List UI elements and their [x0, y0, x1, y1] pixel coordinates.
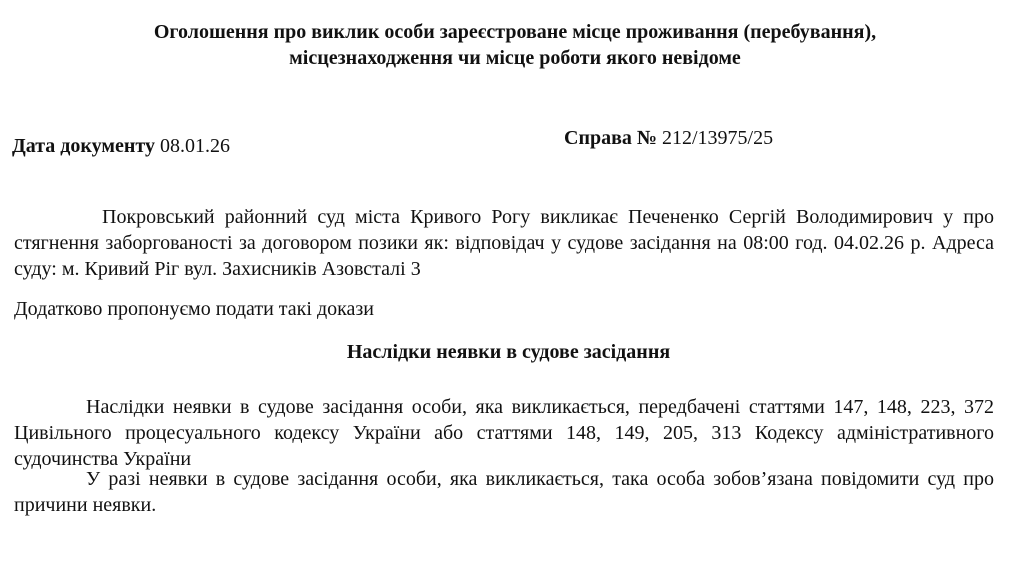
document-title-line-1: Оголошення про виклик особи зареєстроване місце проживання (перебування), [153, 21, 877, 43]
document-date [12, 134, 230, 158]
obligation-paragraph: У разі неявки в судове засідання особи, яка викликається, така особа зобов’язана повідомити суд про причини неявки. [14, 468, 994, 516]
case-number-value: 212/13975/25 [662, 127, 774, 149]
evidence-paragraph: Додатково пропонуємо подати такі докази [14, 298, 375, 320]
consequences-paragraph: Наслідки неявки в судове засідання особи, яка викликається, передбачені статтями 147, 148, 223, 372 Цивільного процесуального кодексу України або статтями 148, 149, 205, 313 Кодексу адміністративного судочинства України [14, 396, 994, 470]
case-number [564, 126, 773, 150]
case-number-label: Справа № [564, 127, 657, 149]
document-date-value: 08.01.26 [160, 135, 230, 157]
document-title-line-2: місцезнаходження чи місце роботи якого невідоме [289, 47, 741, 69]
summons-paragraph: Покровський районний суд міста Кривого Рогу викликає Печененко Сергій Володимирович у про стягнення заборгованості за договором позики як: відповідач у судове засідання на 08:00 год. 04.02.26 р. Адреса суду: м. Кривий Ріг вул. Захисників Азовсталі 3 [14, 206, 994, 280]
consequences-heading: Наслідки неявки в судове засідання [346, 341, 671, 363]
document-date-label: Дата документу [12, 135, 155, 157]
